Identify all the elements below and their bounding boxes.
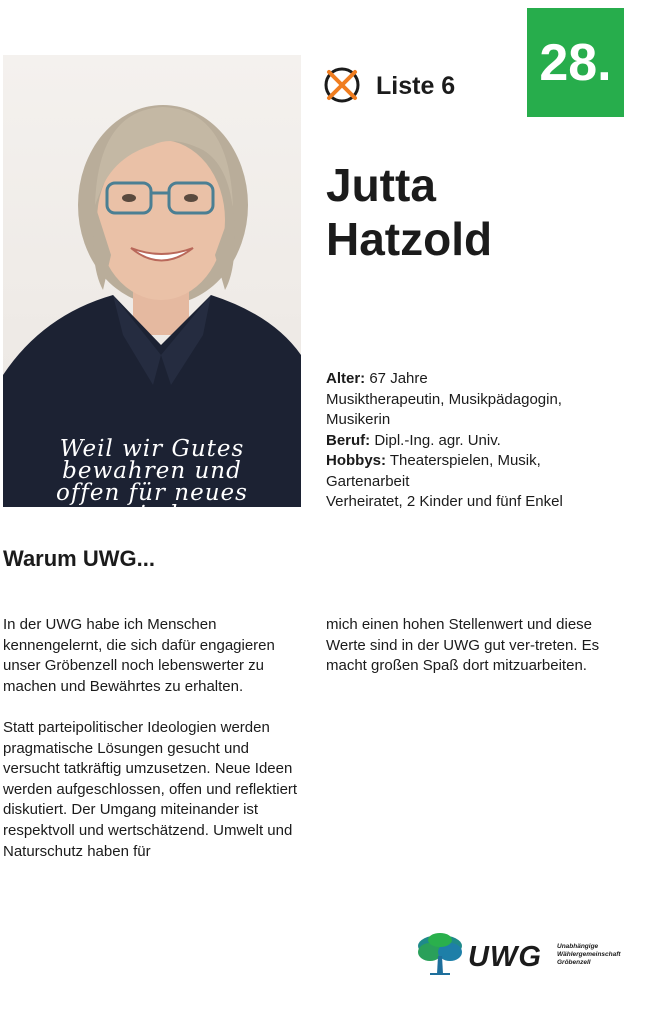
- position-number-badge: 28.: [527, 8, 624, 117]
- hobbies-label: Hobbys:: [326, 452, 386, 469]
- paragraph: mich einen hohen Stellenwert und diese Werte sind in der UWG gut ver-treten. Es macht großen Spaß dort mitzuarbeiten.: [326, 616, 600, 675]
- tagline-line: Wählergemeinschaft: [557, 951, 621, 958]
- first-name: Jutta: [326, 159, 436, 211]
- candidate-photo: [3, 55, 301, 528]
- candidate-name: [326, 158, 492, 266]
- profile-family: Verheiratet, 2 Kinder und fünf Enkel: [326, 493, 563, 510]
- logo-tagline: [557, 943, 621, 967]
- profile-hobbies: [326, 451, 626, 492]
- age-value: 67 Jahre: [365, 370, 428, 387]
- profile-job: [326, 431, 626, 452]
- paragraph: In der UWG habe ich Menschen kennengelernt, die sich dafür engagieren unser Gröbenzell noch lebenswerter zu machen und Bewährtes zu erhalten.: [3, 616, 275, 695]
- ballot-cross-icon: [323, 66, 361, 104]
- tree-icon: [416, 932, 464, 976]
- age-label: Alter:: [326, 370, 366, 387]
- slogan-line: sind: [125, 502, 179, 528]
- hobbies-value: Theaterspielen, Musik, Gartenarbeit: [326, 452, 541, 490]
- section-title: Warum UWG...: [3, 546, 155, 571]
- slogan-line: bewahren und: [62, 458, 242, 484]
- tagline-line: Unabhängige: [557, 943, 599, 950]
- job-label: Beruf:: [326, 431, 371, 449]
- slogan-line: Weil wir Gutes: [59, 436, 245, 462]
- profile-instruments: Musiktherapeutin, Musikpädagogin, Musikerin: [326, 390, 562, 428]
- paragraph: Statt parteipolitischer Ideologien werden pragmatische Lösungen gesucht und versucht tatkräftig umzusetzen. Neue Ideen werden aufgeschlossen, offen und reflektiert diskutiert. Der Umgang miteinander ist respektvoll und wertschätzend. Umwelt und Naturschutz haben für: [3, 718, 298, 860]
- text-column-right: [326, 615, 626, 697]
- liste-label: Liste 6: [376, 72, 456, 100]
- slogan-line: offen für neues: [56, 480, 248, 506]
- profile-details: [326, 369, 626, 513]
- logo-wordmark: UWG: [468, 941, 542, 973]
- tagline-line: Gröbenzell: [557, 959, 591, 966]
- slogan-handwriting: [3, 438, 301, 526]
- profile-age: [326, 369, 626, 390]
- job-value: Dipl.-Ing. agr. Univ.: [370, 431, 501, 449]
- uwg-logo: [416, 932, 628, 980]
- text-column-left: [3, 615, 303, 883]
- last-name: Hatzold: [326, 213, 493, 265]
